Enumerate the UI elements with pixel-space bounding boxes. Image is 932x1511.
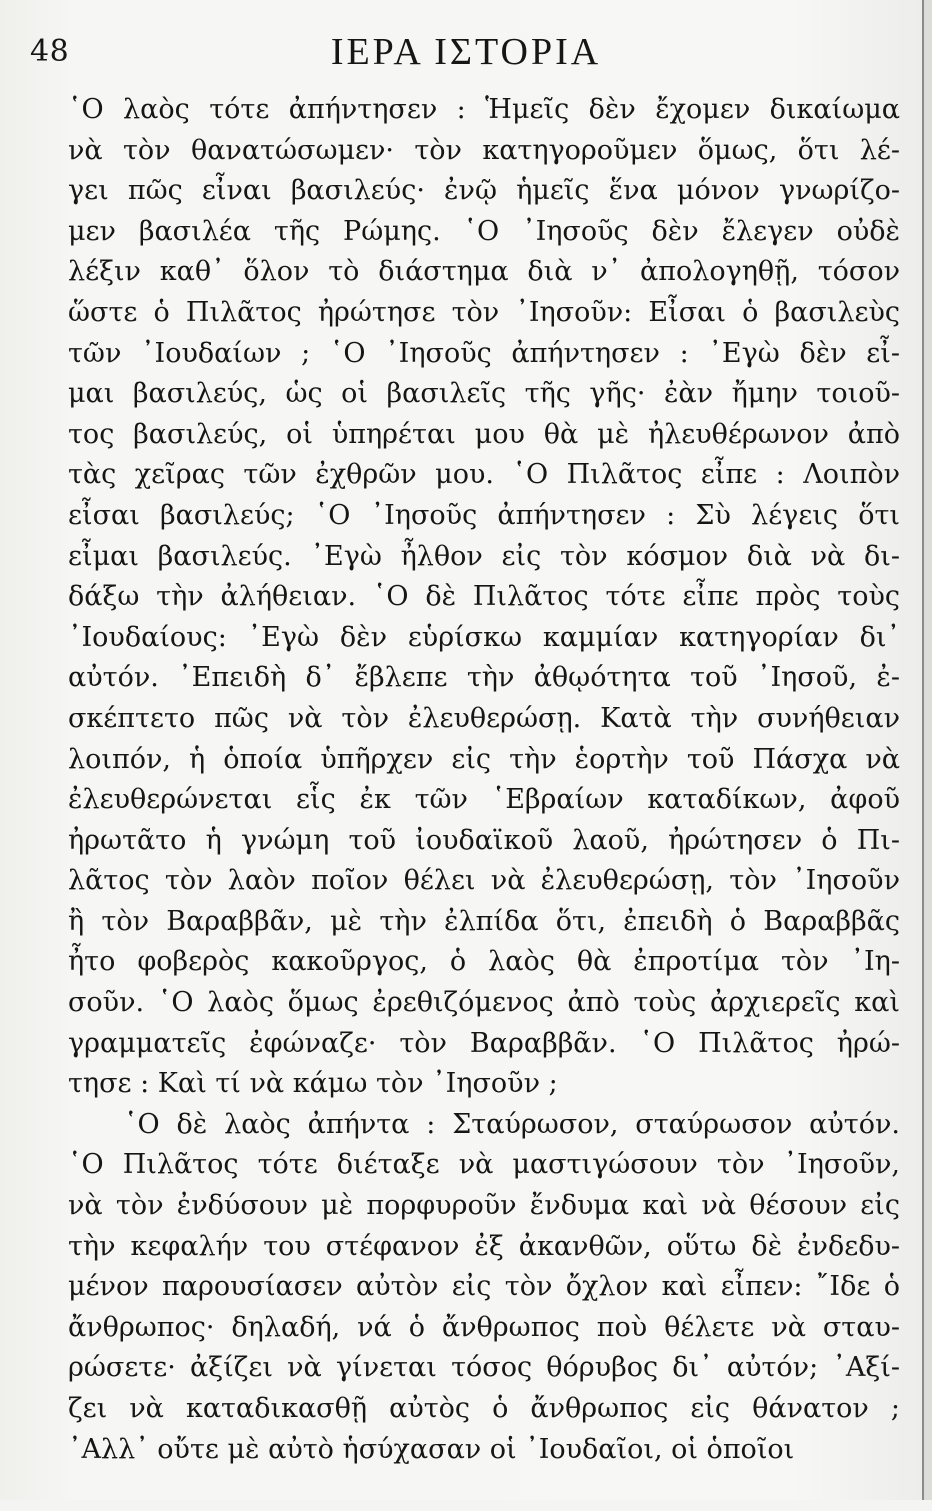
text-line: τῶν ᾿Ιουδαίων ; ῾Ο ᾿Ιησοῦς ἀπήντησεν : ᾿Εγὼ δὲν εἶ- <box>68 337 900 369</box>
text-line: λᾶτος τὸν λαὸν ποῖον θέλει νὰ ἐλευθερώσῃ, τὸν ᾿Ιησοῦν <box>68 865 900 897</box>
text-line: ἠρωτᾶτο ἡ γνώμη τοῦ ἰουδαϊκοῦ λαοῦ, ἠρώτησεν ὁ Πι- <box>68 824 900 856</box>
text-line <box>68 1470 900 1511</box>
text-line: ᾿Ιουδαίους: ᾿Εγὼ δὲν εὑρίσκω καμμίαν κατηγορίαν δι᾿ <box>68 621 900 653</box>
text-line: μένον παρουσίασεν αὐτὸν εἰς τὸν ὄχλον καὶ εἶπεν: ῎Ιδε ὁ <box>68 1271 900 1303</box>
text-line: ῾Ο δὲ λαὸς ἀπήντα : Σταύρωσον, σταύρωσον αὐτόν. <box>124 1108 900 1140</box>
text-line: ῾Ο λαὸς τότε ἀπήντησεν : Ἡμεῖς δὲν ἔχομεν δικαίωμα <box>68 94 900 125</box>
text-line: ὥστε ὁ Πιλᾶτος ἠρώτησε τὸν ᾿Ιησοῦν: Εἶσαι ὁ βασιλεὺς <box>68 296 900 328</box>
text-line: λοιπόν, ἡ ὁποία ὑπῆρχεν εἰς τὴν ἑορτὴν τοῦ Πάσχα νὰ <box>68 743 900 775</box>
text-line: ῾Ο Πιλᾶτος τότε διέταξε νὰ μαστιγώσουν τὸν ᾿Ιησοῦν, <box>68 1149 900 1181</box>
body-text <box>68 90 900 1511</box>
text-line: τὴν κεφαλήν του στέφανον ἐξ ἀκανθῶν, οὕτω δὲ ἐνδεδυ- <box>68 1230 900 1262</box>
page-header <box>0 30 932 78</box>
text-line: μεν βασιλέα τῆς Ρώμης. ῾Ο ᾿Ιησοῦς δὲν ἔλεγεν οὐδὲ <box>68 215 900 247</box>
running-title: ΙΕΡΑ ΙΣΤΟΡΙΑ <box>330 31 602 73</box>
text-line: νὰ τὸν θανατώσωμεν· τὸν κατηγοροῦμεν ὅμως, ὅτι λέ- <box>68 134 900 166</box>
text-line: λέξιν καθ᾿ ὅλον τὸ διάστημα διὰ ν᾿ ἀπολογηθῇ, τόσον <box>68 256 900 288</box>
text-line: σκέπτετο πῶς νὰ τὸν ἐλευθερώσῃ. Κατὰ τὴν συνήθειαν <box>68 702 900 734</box>
page-edge-shadow <box>924 0 932 1500</box>
text-line: μαι βασιλεύς, ὡς οἱ βασιλεῖς τῆς γῆς· ἐὰν ἤμην τοιοῦ- <box>68 378 900 410</box>
text-line: γει πῶς εἶναι βασιλεύς· ἐνῷ ἡμεῖς ἕνα μόνον γνωρίζο- <box>68 175 900 207</box>
text-line: αὐτόν. ᾿Επειδὴ δ᾿ ἔβλεπε τὴν ἀθῳότητα τοῦ ᾿Ιησοῦ, ἐ- <box>68 662 900 694</box>
text-line: νὰ τὸν ἐνδύσουν μὲ πορφυροῦν ἔνδυμα καὶ νὰ θέσουν εἰς <box>68 1190 900 1222</box>
text-line: ᾿Αλλ᾿ οὔτε μὲ αὐτὸ ἡσύχασαν οἱ ᾿Ιουδαῖοι, οἱ ὁποῖοι <box>68 1433 795 1465</box>
page-edge-line <box>922 0 924 1500</box>
page-number: 48 <box>30 34 70 69</box>
text-line: γραμματεῖς ἐφώναζε· τὸν Βαραββᾶν. ῾Ο Πιλᾶτος ἠρώ- <box>68 1027 900 1059</box>
text-line: τὰς χεῖρας τῶν ἐχθρῶν μου. ῾Ο Πιλᾶτος εἶπε : Λοιπὸν <box>68 459 900 491</box>
text-line: τος βασιλεύς, οἱ ὑπηρέται μου θὰ μὲ ἠλευθέρωνον ἀπὸ <box>68 418 900 450</box>
text-line: τησε : Καὶ τί νὰ κάμω τὸν ᾿Ιησοῦν ; <box>68 1068 558 1100</box>
text-line: εἶμαι βασιλεύς. ᾿Εγὼ ἦλθον εἰς τὸν κόσμον διὰ νὰ δι- <box>68 540 900 572</box>
text-line: ἐλευθερώνεται εἷς ἐκ τῶν ῾Εβραίων καταδίκων, ἀφοῦ <box>68 784 900 816</box>
text-line: ἢ τὸν Βαραββᾶν, μὲ τὴν ἐλπίδα ὅτι, ἐπειδὴ ὁ Βαραββᾶς <box>68 905 900 937</box>
text-line: ἄνθρωπος· δηλαδή, νά ὁ ἄνθρωπος ποὺ θέλετε νὰ σταυ- <box>68 1311 900 1343</box>
text-line: δάξω τὴν ἀλήθειαν. ῾Ο δὲ Πιλᾶτος τότε εἶπε πρὸς τοὺς <box>68 581 900 613</box>
text-line: σοῦν. ῾Ο λαὸς ὅμως ἐρεθιζόμενος ἀπὸ τοὺς ἀρχιερεῖς καὶ <box>68 987 900 1019</box>
text-line: ζει νὰ καταδικασθῇ αὐτὸς ὁ ἄνθρωπος εἰς θάνατον ; <box>68 1393 900 1424</box>
text-line: εἶσαι βασιλεύς; ῾Ο ᾿Ιησοῦς ἀπήντησεν : Σὺ λέγεις ὅτι <box>68 499 900 531</box>
text-line: ἦτο φοβερὸς κακοῦργος, ὁ λαὸς θὰ ἐπροτίμα τὸν ᾿Ιη- <box>68 946 900 978</box>
text-line: ρώσετε· ἀξίζει νὰ γίνεται τόσος θόρυβος δι᾿ αὐτόν; ᾿Αξί- <box>68 1352 900 1384</box>
